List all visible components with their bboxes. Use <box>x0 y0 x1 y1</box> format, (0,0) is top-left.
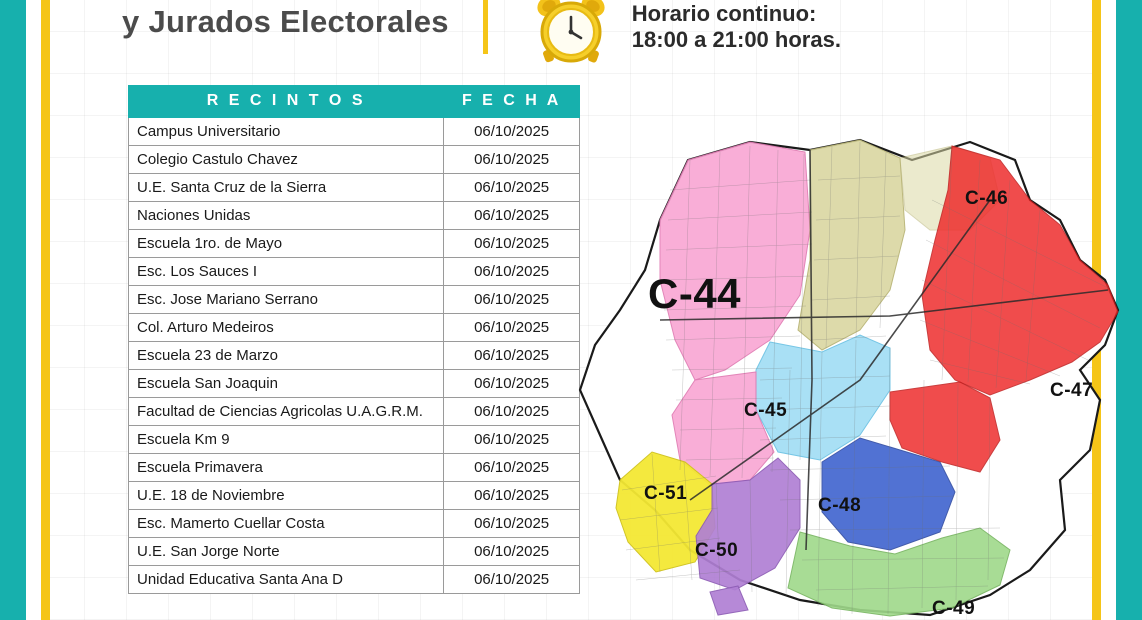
header-divider <box>483 0 488 54</box>
table-row <box>129 510 580 538</box>
page-title: y Jurados Electorales <box>122 4 449 39</box>
cell-fecha: 06/10/2025 <box>444 230 580 258</box>
column-header-fecha: F E C H A <box>444 86 580 118</box>
table-row <box>129 286 580 314</box>
cell-recinto: Escuela 23 de Marzo <box>129 342 444 370</box>
cell-fecha: 06/10/2025 <box>444 286 580 314</box>
table-row <box>129 118 580 146</box>
cell-recinto: Campus Universitario <box>129 118 444 146</box>
cell-fecha: 06/10/2025 <box>444 174 580 202</box>
district-c50-south[interactable] <box>710 586 748 615</box>
cell-fecha: 06/10/2025 <box>444 370 580 398</box>
cell-recinto: Esc. Jose Mariano Serrano <box>129 286 444 314</box>
cell-fecha: 06/10/2025 <box>444 566 580 594</box>
header <box>60 0 1080 72</box>
schedule-line-1: Horario continuo: <box>631 1 817 26</box>
map-label-c47: C-47 <box>1050 380 1094 401</box>
electoral-district-map <box>560 80 1120 620</box>
table-row <box>129 426 580 454</box>
cell-fecha: 06/10/2025 <box>444 510 580 538</box>
cell-recinto: Esc. Mamerto Cuellar Costa <box>129 510 444 538</box>
table-header-row <box>129 86 580 118</box>
table-row <box>129 230 580 258</box>
table-row <box>129 258 580 286</box>
cell-fecha: 06/10/2025 <box>444 118 580 146</box>
map-svg <box>560 80 1120 620</box>
cell-recinto: Escuela Primavera <box>129 454 444 482</box>
cell-fecha: 06/10/2025 <box>444 146 580 174</box>
cell-fecha: 06/10/2025 <box>444 314 580 342</box>
cell-fecha: 06/10/2025 <box>444 454 580 482</box>
cell-recinto: Escuela San Joaquin <box>129 370 444 398</box>
cell-recinto: Colegio Castulo Chavez <box>129 146 444 174</box>
recintos-table <box>128 85 580 594</box>
cell-recinto: Escuela 1ro. de Mayo <box>129 230 444 258</box>
cell-fecha: 06/10/2025 <box>444 258 580 286</box>
map-label-c45: C-45 <box>744 400 788 421</box>
map-label-c48: C-48 <box>818 495 862 516</box>
left-white-gap <box>26 0 41 620</box>
table-row <box>129 398 580 426</box>
table-row <box>129 454 580 482</box>
cell-recinto: U.E. Santa Cruz de la Sierra <box>129 174 444 202</box>
table-row <box>129 538 580 566</box>
cell-recinto: Unidad Educativa Santa Ana D <box>129 566 444 594</box>
table-row <box>129 146 580 174</box>
recintos-table-wrapper <box>128 85 580 594</box>
cell-recinto: U.E. San Jorge Norte <box>129 538 444 566</box>
cell-recinto: Naciones Unidas <box>129 202 444 230</box>
table-row <box>129 342 580 370</box>
cell-fecha: 06/10/2025 <box>444 538 580 566</box>
map-label-c49: C-49 <box>932 598 976 619</box>
map-label-c44: C-44 <box>648 270 742 317</box>
alarm-clock-icon <box>532 0 610 68</box>
table-row <box>129 202 580 230</box>
schedule-text <box>632 1 841 53</box>
map-label-c46: C-46 <box>965 188 1009 209</box>
cell-fecha: 06/10/2025 <box>444 342 580 370</box>
table-row <box>129 566 580 594</box>
table-row <box>129 482 580 510</box>
left-yellow-bar <box>41 0 50 620</box>
table-row <box>129 314 580 342</box>
cell-fecha: 06/10/2025 <box>444 398 580 426</box>
table-row <box>129 370 580 398</box>
cell-recinto: Esc. Los Sauces I <box>129 258 444 286</box>
table-body <box>129 118 580 594</box>
table-row <box>129 174 580 202</box>
cell-fecha: 06/10/2025 <box>444 482 580 510</box>
map-label-c50: C-50 <box>695 540 739 561</box>
cell-recinto: Escuela Km 9 <box>129 426 444 454</box>
schedule-line-2: 18:00 a 21:00 horas. <box>631 27 841 52</box>
left-teal-bar <box>0 0 26 620</box>
cell-recinto: Facultad de Ciencias Agricolas U.A.G.R.M. <box>129 398 444 426</box>
cell-recinto: U.E. 18 de Noviembre <box>129 482 444 510</box>
column-header-recintos: R E C I N T O S <box>129 86 444 118</box>
cell-fecha: 06/10/2025 <box>444 202 580 230</box>
cell-recinto: Col. Arturo Medeiros <box>129 314 444 342</box>
cell-fecha: 06/10/2025 <box>444 426 580 454</box>
map-label-c51: C-51 <box>644 483 688 504</box>
